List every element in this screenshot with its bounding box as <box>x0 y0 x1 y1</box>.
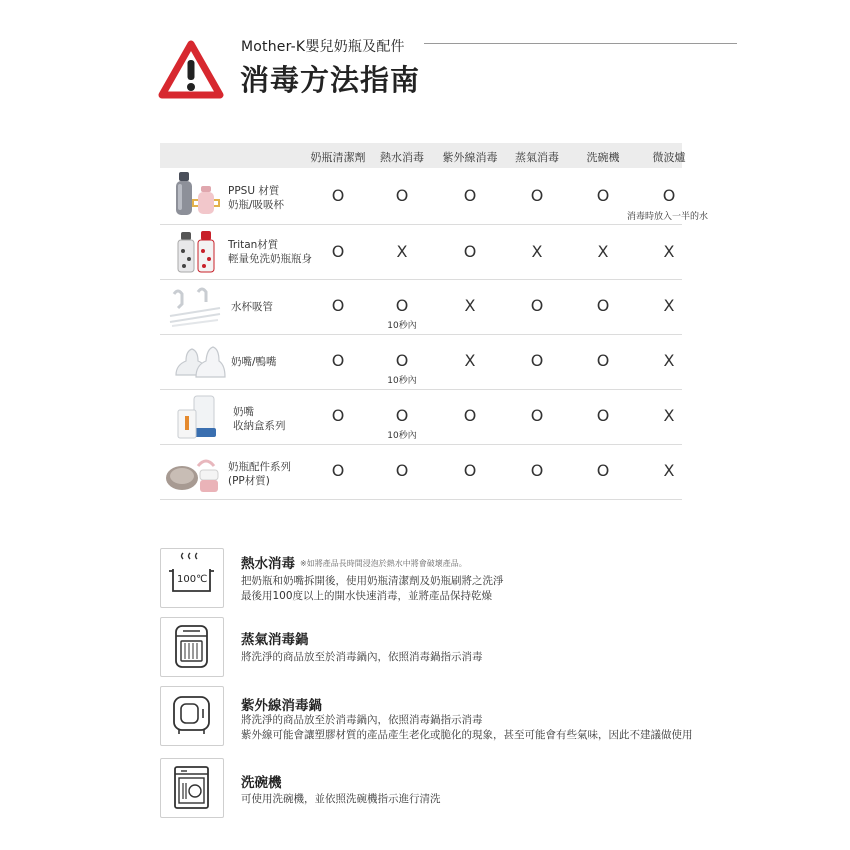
ppsu-bottle-image <box>170 170 222 218</box>
column-header: 蒸氣消毒 <box>515 151 559 164</box>
row-divider <box>160 224 682 225</box>
compat-mark: O <box>331 296 345 315</box>
hot-water-icon-box <box>160 548 224 608</box>
row-divider <box>160 444 682 445</box>
compat-mark: O <box>395 296 409 315</box>
method-description: 可使用洗碗機，並依照洗碗機指示進行清洗 <box>241 793 441 805</box>
compat-mark: O <box>331 186 345 205</box>
steam-sterilizer-icon <box>161 618 222 675</box>
row-divider <box>160 334 682 335</box>
uv-icon-box <box>160 686 224 746</box>
compat-mark: X <box>663 406 675 425</box>
compat-mark: X <box>531 242 543 261</box>
time-note: 10秒內 <box>387 431 417 441</box>
row-label: Tritan材質 輕量免洗奶瓶瓶身 <box>228 239 312 265</box>
time-note: 10秒內 <box>387 376 417 386</box>
column-header: 微波爐 <box>652 151 686 164</box>
compat-mark: O <box>596 296 610 315</box>
compat-mark: O <box>463 242 477 261</box>
compat-mark: O <box>331 242 345 261</box>
compat-mark: O <box>662 186 676 205</box>
method-title: 洗碗機 <box>241 775 282 791</box>
compat-mark: O <box>331 461 345 480</box>
row-divider <box>160 279 682 280</box>
compat-mark: X <box>597 242 609 261</box>
temperature-label: 100℃ <box>177 574 208 585</box>
row-divider <box>160 499 682 500</box>
brand-line-text: Mother-K嬰兒奶瓶及配件 <box>241 39 405 55</box>
row-label: 奶嘴 收納盒系列 <box>233 406 286 432</box>
compat-mark: O <box>530 186 544 205</box>
pp-accessories-image <box>164 452 224 496</box>
compat-mark: O <box>530 351 544 370</box>
compat-mark: O <box>530 296 544 315</box>
tritan-bottle-image <box>170 229 222 275</box>
method-title: 熱水消毒 <box>241 556 295 572</box>
column-header: 奶瓶清潔劑 <box>310 151 366 164</box>
row-label: 奶嘴/鴨嘴 <box>231 356 277 368</box>
storage-box-image <box>176 394 224 442</box>
compat-mark: O <box>596 186 610 205</box>
compat-mark: X <box>464 296 476 315</box>
straw-image <box>166 286 224 330</box>
method-description: 將洗淨的商品放至於消毒鍋內，依照消毒鍋指示消毒 紫外線可能會讓塑膠材質的產品產生老化或脆化的現象，甚至可能會有些氣味，因此不建議做使用 <box>241 714 693 741</box>
column-header: 洗碗機 <box>586 151 620 164</box>
microwave-note: 消毒時放入一半的水 <box>627 212 709 222</box>
compat-mark: O <box>463 461 477 480</box>
method-note: ※如將產品長時間浸泡於熱水中將會破壞產品。 <box>300 559 467 568</box>
compat-mark: O <box>530 406 544 425</box>
steam-icon-box <box>160 617 224 677</box>
compat-mark: O <box>596 351 610 370</box>
compat-mark: X <box>663 296 675 315</box>
header-divider <box>424 43 737 44</box>
column-header: 熱水消毒 <box>380 151 424 164</box>
compat-mark: O <box>463 186 477 205</box>
dishwasher-icon-box <box>160 758 224 818</box>
row-label: 水杯吸管 <box>231 301 273 313</box>
row-label: 奶瓶配件系列 (PP材質) <box>228 461 291 487</box>
column-header: 紫外線消毒 <box>442 151 498 164</box>
compat-mark: X <box>663 351 675 370</box>
uv-sterilizer-icon <box>161 687 222 744</box>
time-note: 10秒內 <box>387 321 417 331</box>
row-divider <box>160 389 682 390</box>
method-title: 蒸氣消毒鍋 <box>241 632 309 648</box>
compat-mark: X <box>464 351 476 370</box>
row-label: PPSU 材質 奶瓶/吸吸杯 <box>228 185 285 211</box>
method-description: 將洗淨的商品放至於消毒鍋內，依照消毒鍋指示消毒 <box>241 651 483 663</box>
compat-mark: O <box>596 406 610 425</box>
compat-mark: O <box>596 461 610 480</box>
compat-mark: X <box>663 461 675 480</box>
nipple-image <box>172 341 226 383</box>
method-title: 紫外線消毒鍋 <box>241 698 322 714</box>
compat-mark: O <box>395 461 409 480</box>
page-title: 消毒方法指南 <box>240 63 421 97</box>
compat-mark: O <box>395 351 409 370</box>
compat-mark: O <box>395 406 409 425</box>
compat-mark: O <box>331 406 345 425</box>
compat-mark: O <box>331 351 345 370</box>
warning-icon <box>158 40 224 100</box>
method-description: 把奶瓶和奶嘴拆開後，使用奶瓶清潔劑及奶瓶刷將之洗淨 最後用100度以上的開水快速消毒，並將產品保持乾燥 <box>241 575 504 602</box>
compat-mark: O <box>463 406 477 425</box>
compat-mark: X <box>663 242 675 261</box>
dishwasher-icon <box>161 759 222 816</box>
compat-mark: O <box>530 461 544 480</box>
compat-mark: X <box>396 242 408 261</box>
compat-mark: O <box>395 186 409 205</box>
